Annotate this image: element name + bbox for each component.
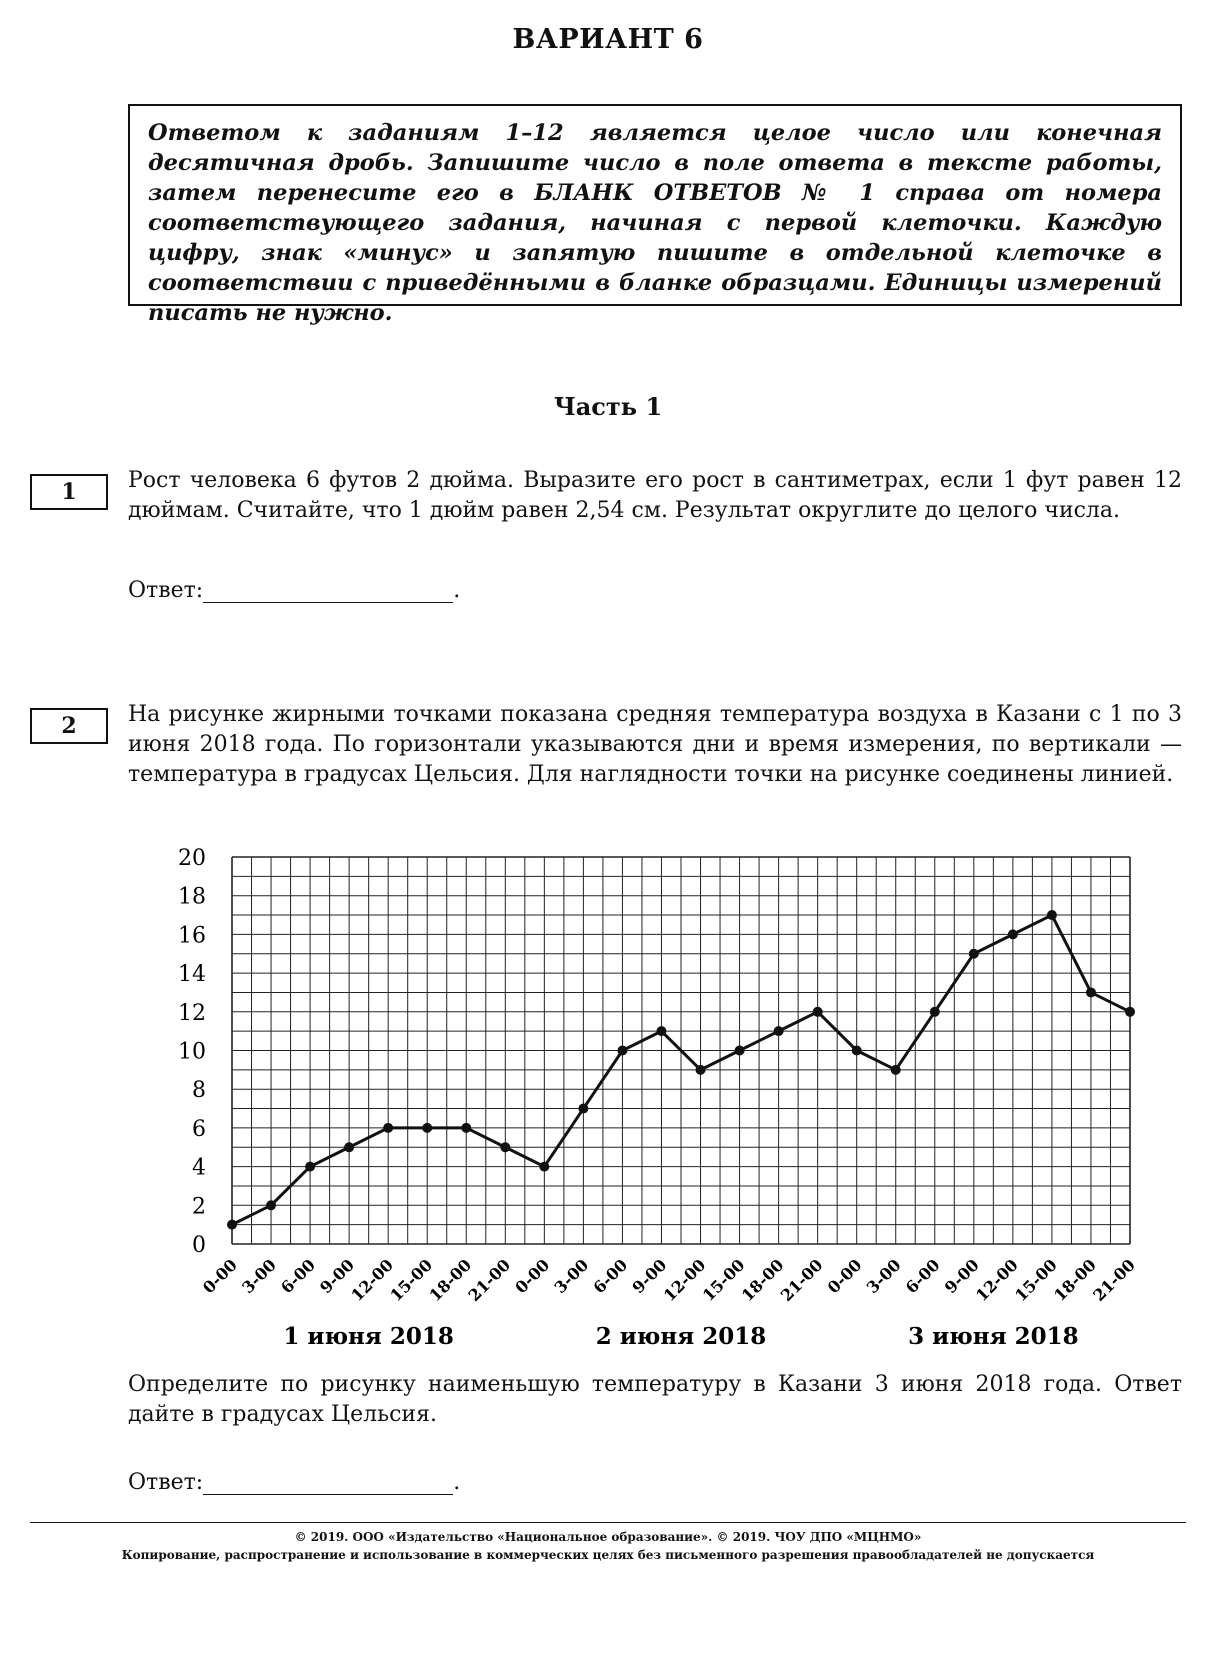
x-tick-label: 6-00 [901, 1255, 944, 1298]
x-tick-label: 0-00 [199, 1255, 241, 1298]
x-tick-label: 18-00 [425, 1255, 476, 1306]
temperature-data-point [617, 1046, 627, 1056]
task-2-number: 2 [30, 708, 108, 744]
y-tick-label: 4 [192, 1155, 206, 1181]
temperature-data-point [422, 1123, 432, 1133]
temperature-data-point [461, 1123, 471, 1133]
footer-divider [30, 1522, 1186, 1523]
task-2-text: На рисунке жирными точками показана средняя температура воздуха в Казани с 1 по 3 июня 2018 года. По горизонтали указываются дни и время измерения, по вертикали — температура в градусах Цельсия. Для наглядности точки на рисунке соединены линией. [128, 702, 1182, 787]
y-tick-label: 20 [178, 846, 206, 871]
task-2-question: Определите по рисунку наименьшую температуру в Казани 3 июня 2018 года. Ответ дайте в градусах Цельсия. [128, 1372, 1182, 1427]
temperature-chart [0, 830, 1216, 1350]
task-1-answer-field[interactable] [203, 580, 453, 603]
x-tick-label: 9-00 [940, 1255, 983, 1298]
instructions-box [128, 104, 1182, 326]
x-tick-label: 6-00 [589, 1255, 632, 1298]
temperature-data-point [1086, 987, 1096, 997]
y-tick-label: 8 [192, 1078, 206, 1104]
temperature-data-point [305, 1162, 315, 1172]
temperature-data-point [344, 1142, 354, 1152]
x-tick-label: 0-00 [511, 1255, 554, 1298]
temperature-data-point [930, 1007, 940, 1017]
x-tick-label: 3-00 [862, 1255, 905, 1298]
temperature-data-point [1125, 1007, 1135, 1017]
temperature-data-point [266, 1200, 276, 1210]
temperature-data-point [696, 1065, 706, 1075]
x-tick-label: 3-00 [238, 1255, 280, 1298]
x-tick-label: 9-00 [628, 1255, 671, 1298]
variant-title: ВАРИАНТ 6 [512, 24, 704, 55]
temperature-data-point [969, 949, 979, 959]
task-2-answer-label: Ответ: [128, 1470, 204, 1495]
temperature-data-point [539, 1162, 549, 1172]
task-1-answer: Ответ: . [128, 578, 461, 603]
temperature-data-point [227, 1220, 237, 1230]
y-tick-label: 10 [178, 1039, 206, 1065]
part-title: Часть 1 [553, 392, 663, 421]
task-2-answer: Ответ: . [128, 1470, 461, 1495]
y-tick-label: 16 [178, 923, 206, 949]
y-tick-label: 6 [192, 1116, 206, 1142]
footer-copyright: © 2019. ООО «Издательство «Национальное образование». © 2019. ЧОУ ДПО «МЦНМО» [294, 1530, 922, 1544]
x-tick-label: 0-00 [823, 1255, 866, 1298]
y-tick-label: 2 [192, 1194, 206, 1220]
x-tick-label: 3-00 [550, 1255, 593, 1298]
x-tick-label: 15-00 [386, 1255, 437, 1306]
x-tick-label: 21-00 [776, 1255, 827, 1306]
temperature-data-point [383, 1123, 393, 1133]
temperature-data-point [578, 1104, 588, 1114]
instructions-text: Ответом к заданиям 1–12 является целое число или конечная десятичная дробь. Запишите число в поле ответа в тексте работы, затем перенесите его в БЛАНК ОТВЕТОВ № 1 справа от номера соответствующего задания, начиная с первой клеточки. Каждую цифру, знак «минус» и запятую пишите в отдельной клеточке в соответствии с приведёнными в бланке образцами. Единицы измерений писать не нужно. [148, 120, 1162, 326]
day-label: 3 июня 2018 [908, 1323, 1079, 1350]
task-1-answer-label: Ответ: [128, 578, 204, 603]
x-tick-label: 12-00 [347, 1255, 398, 1306]
x-tick-label: 15-00 [1011, 1255, 1061, 1306]
temperature-data-point [500, 1142, 510, 1152]
temperature-data-point [1047, 910, 1057, 920]
x-tick-label: 6-00 [277, 1255, 319, 1298]
x-tick-label: 18-00 [737, 1255, 788, 1306]
y-tick-label: 14 [178, 962, 206, 988]
x-tick-label: 15-00 [698, 1255, 749, 1306]
day-label: 1 июня 2018 [283, 1323, 454, 1350]
y-tick-label: 12 [178, 1000, 206, 1026]
task-2-answer-field[interactable] [203, 1472, 453, 1495]
temperature-data-point [774, 1026, 784, 1036]
x-tick-label: 21-00 [1089, 1255, 1139, 1306]
x-tick-label: 12-00 [659, 1255, 710, 1306]
task-1-text: Рост человека 6 футов 2 дюйма. Выразите его рост в сантиметрах, если 1 фут равен 12 дюймам. Считайте, что 1 дюйм равен 2,54 см. Результат округлите до целого числа. [128, 468, 1182, 523]
temperature-data-point [891, 1065, 901, 1075]
temperature-data-point [656, 1026, 666, 1036]
x-tick-label: 21-00 [464, 1255, 515, 1306]
x-tick-label: 9-00 [316, 1255, 358, 1298]
footer-notice: Копирование, распространение и использование в коммерческих целях без письменного разрешения правообладателей не допускается [121, 1548, 1095, 1562]
y-tick-label: 18 [178, 884, 206, 910]
temperature-data-point [813, 1007, 823, 1017]
y-tick-label: 0 [192, 1233, 206, 1258]
x-tick-label: 18-00 [1050, 1255, 1100, 1306]
temperature-data-point [735, 1046, 745, 1056]
temperature-data-point [852, 1046, 862, 1056]
task-1-number: 1 [30, 474, 108, 510]
temperature-data-point [1008, 929, 1018, 939]
day-label: 2 июня 2018 [595, 1323, 767, 1350]
x-tick-label: 12-00 [972, 1255, 1022, 1306]
